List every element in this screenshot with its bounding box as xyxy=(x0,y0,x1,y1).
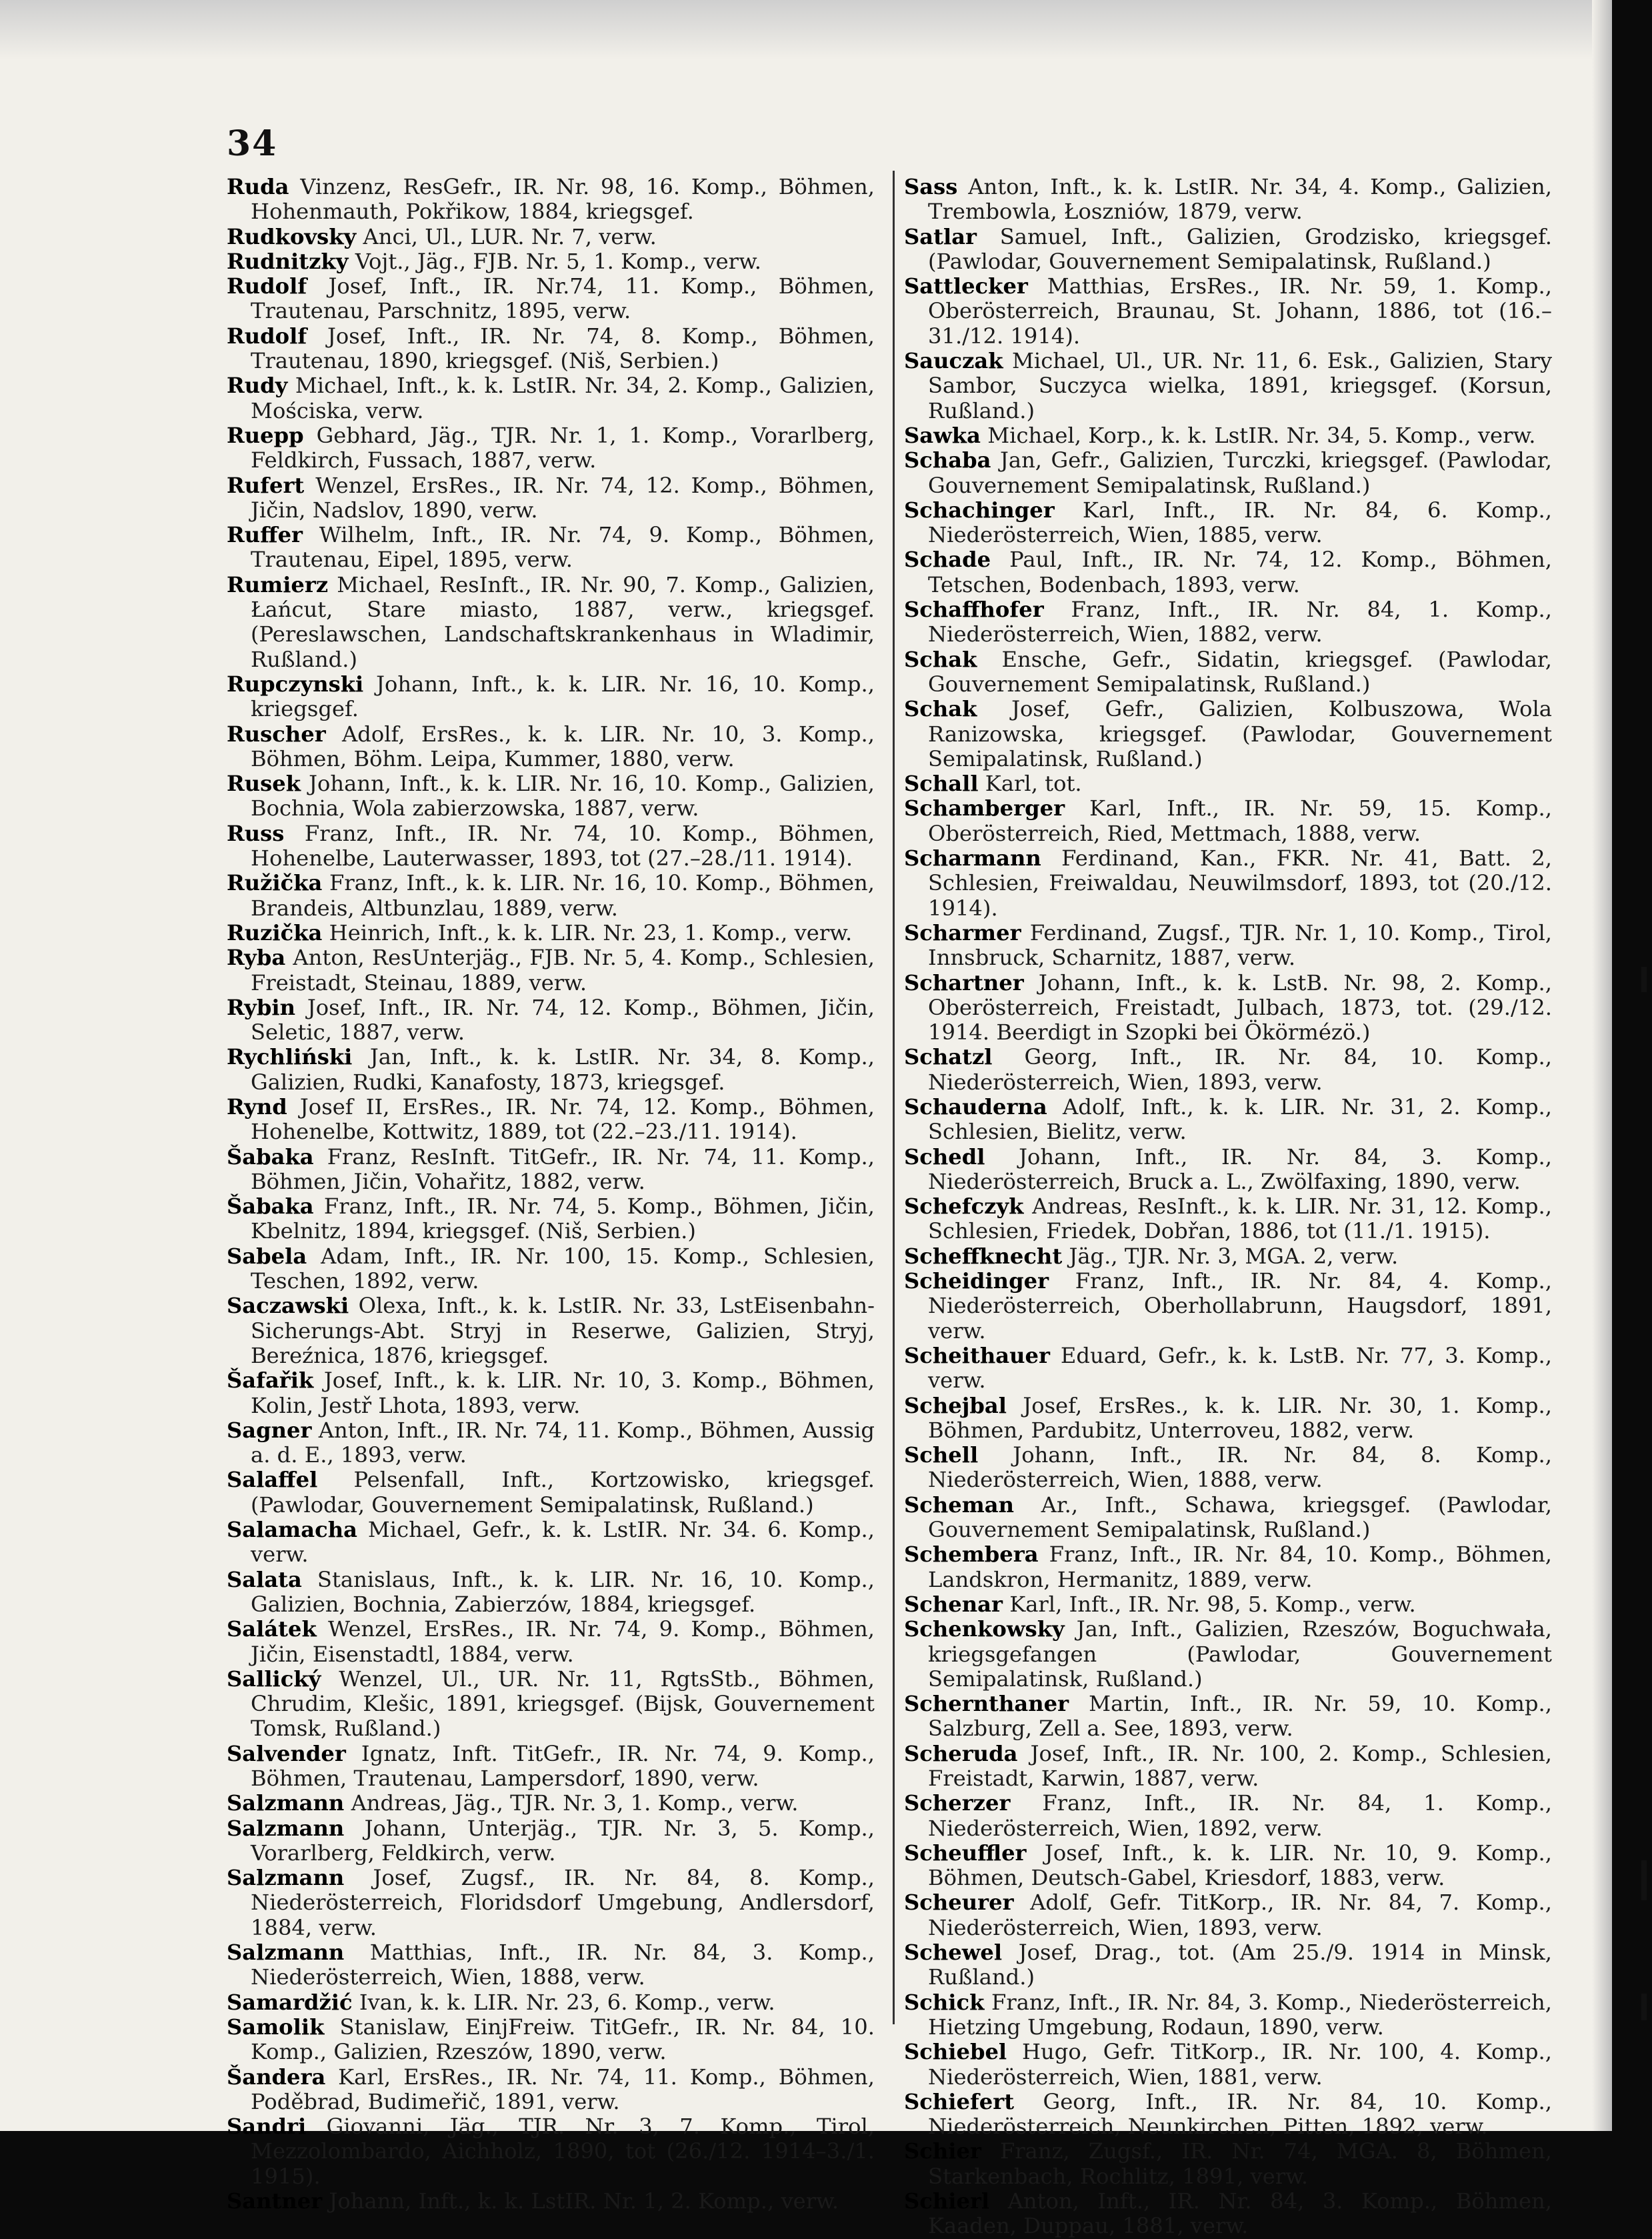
entry-details: Matthias, Inft., IR. Nr. 84, 3. Komp., Niederösterreich, Wien, 1888, verw. xyxy=(251,1940,875,1990)
entry-details: Karl, tot. xyxy=(985,771,1082,797)
entry-details: Franz, Inft., IR. Nr. 74, 5. Komp., Böhmen, Jičin, Kbelnitz, 1894, kriegsgef. (Niš, Serbien.) xyxy=(251,1194,875,1244)
register-entry xyxy=(904,1940,1552,1990)
register-entry xyxy=(227,921,875,945)
register-entry xyxy=(904,1145,1552,1195)
register-entry xyxy=(227,1294,875,1368)
entry-details: Jan, Inft., Galizien, Rzeszów, Boguchwała, kriegsgefangen (Pawlodar, Gouvernement Semipalatinsk, Rußland.) xyxy=(928,1616,1552,1692)
entry-details: Anci, Ul., LUR. Nr. 7, verw. xyxy=(363,223,657,249)
entry-surname: Schier xyxy=(904,2138,981,2164)
register-entry xyxy=(904,2189,1552,2239)
entry-details: Matthias, ErsRes., IR. Nr. 59, 1. Komp., Oberösterreich, Braunau, St. Johann, 1886, tot (16.–31./12. 1914). xyxy=(928,273,1552,349)
entry-details: Jan, Gefr., Galizien, Turczki, kriegsgef. (Pawlodar, Gouvernement Semipalatinsk, Rußland.) xyxy=(928,447,1552,498)
register-entry xyxy=(227,1940,875,1990)
register-entry xyxy=(227,1667,875,1742)
entry-details: Josef II, ErsRes., IR. Nr. 74, 12. Komp., Böhmen, Hohenelbe, Kottwitz, 1889, tot (22.–23./11. 1914). xyxy=(251,1093,875,1145)
entry-surname: Rupczynski xyxy=(227,671,364,697)
entry-surname: Salvender xyxy=(227,1740,346,1766)
entry-details: Josef, Drag., tot. (Am 25./9. 1914 in Minsk, Rußland.) xyxy=(928,1940,1552,1990)
register-entry xyxy=(904,349,1552,423)
entry-surname: Scheruda xyxy=(904,1740,1018,1766)
entry-details: Johann, Unterjäg., TJR. Nr. 3, 5. Komp., Vorarlberg, Feldkirch, verw. xyxy=(251,1815,875,1866)
entry-surname: Sattlecker xyxy=(904,273,1028,299)
entry-details: Michael, Gefr., k. k. LstIR. Nr. 34. 6. Komp., verw. xyxy=(251,1517,875,1568)
register-entry xyxy=(227,2015,875,2065)
entry-surname: Rudkovsky xyxy=(227,223,357,249)
entry-details: Karl, Inft., IR. Nr. 59, 15. Komp., Oberösterreich, Ried, Mettmach, 1888, verw. xyxy=(928,795,1552,846)
entry-details: Wenzel, ErsRes., IR. Nr. 74, 12. Komp., Böhmen, Jičin, Nadslov, 1890, verw. xyxy=(251,472,875,523)
entry-surname: Rumierz xyxy=(227,571,329,597)
page-top-shadow xyxy=(0,0,1612,60)
register-entry xyxy=(904,175,1552,225)
register-entry xyxy=(227,1742,875,1792)
entry-details: Josef, Inft., IR. Nr. 100, 2. Komp., Schlesien, Freistadt, Karwin, 1887, verw. xyxy=(928,1740,1553,1791)
entry-details: Karl, Inft., IR. Nr. 98, 5. Komp., verw. xyxy=(1009,1591,1416,1617)
register-entry xyxy=(904,921,1552,971)
entry-details: Adolf, Gefr. TitKorp., IR. Nr. 84, 7. Komp., Niederösterreich, Wien, 1893, verw. xyxy=(928,1890,1552,1940)
entry-surname: Sauczak xyxy=(904,348,1003,374)
register-entry xyxy=(904,597,1552,647)
entry-details: Pelsenfall, Inft., Kortzowisko, kriegsgef. (Pawlodar, Gouvernement Semipalatinsk, Rußland.) xyxy=(251,1467,875,1518)
entry-details: Gebhard, Jäg., TJR. Nr. 1, 1. Komp., Vorarlberg, Feldkirch, Fussach, 1887, verw. xyxy=(251,422,875,473)
register-entry xyxy=(227,1368,875,1418)
entry-surname: Ruda xyxy=(227,174,289,199)
register-entry xyxy=(227,1617,875,1667)
entry-details: Franz, ResInft. TitGefr., IR. Nr. 74, 11. Komp., Böhmen, Jičin, Vohařitz, 1882, verw. xyxy=(251,1144,875,1194)
entry-surname: Salata xyxy=(227,1566,302,1592)
entry-details: Hugo, Gefr. TitKorp., IR. Nr. 100, 4. Komp., Niederösterreich, Wien, 1881, verw. xyxy=(928,2039,1553,2090)
entry-surname: Schaba xyxy=(904,447,991,473)
entry-details: Josef, Inft., IR. Nr. 74, 8. Komp., Böhmen, Trautenau, 1890, kriegsgef. (Niš, Serbien.) xyxy=(251,323,875,374)
entry-surname: Schenar xyxy=(904,1591,1003,1617)
register-entry xyxy=(227,473,875,523)
register-entry xyxy=(227,771,875,821)
entry-surname: Salzmann xyxy=(227,1865,345,1891)
entry-details: Josef, Inft., IR. Nr.74, 11. Komp., Böhmen, Trautenau, Parschnitz, 1895, verw. xyxy=(251,273,875,324)
entry-details: Giovanni, Jäg., TJR. Nr. 3, 7. Komp., Tirol, Mezzolombardo, Aichholz, 1890, tot (26./12. 1914–3./1. 1915). xyxy=(251,2114,875,2189)
register-entry xyxy=(904,1592,1552,1617)
entry-details: Ar., Inft., Schawa, kriegsgef. (Pawlodar, Gouvernement Semipalatinsk, Rußland.) xyxy=(928,1492,1552,1543)
register-entry xyxy=(904,1742,1552,1792)
register-entry xyxy=(227,1418,875,1468)
entry-surname: Sallický xyxy=(227,1666,321,1692)
register-entry xyxy=(904,1344,1552,1394)
register-entry xyxy=(904,846,1552,921)
entry-surname: Ruffer xyxy=(227,522,303,548)
entry-surname: Schall xyxy=(904,771,979,797)
entry-details: Franz, Inft., IR. Nr. 84, 3. Komp., Niederösterreich, Hietzing Umgebung, Rodaun, 1890, verw. xyxy=(928,1989,1553,2040)
entry-surname: Schatzl xyxy=(904,1044,993,1070)
entry-details: Michael, Ul., UR. Nr. 11, 6. Esk., Galizien, Stary Sambor, Suczyca wielka, 1891, kriegsgef. (Korsun, Rußland.) xyxy=(928,348,1552,423)
register-entry xyxy=(227,373,875,423)
entry-surname: Scheurer xyxy=(904,1890,1014,1916)
register-entry xyxy=(227,225,875,249)
register-entry xyxy=(904,274,1552,349)
register-entry xyxy=(904,1443,1552,1493)
register-entry xyxy=(227,1990,875,2015)
register-entry xyxy=(227,1518,875,1568)
entry-details: Vojt., Jäg., FJB. Nr. 5, 1. Komp., verw. xyxy=(355,248,762,274)
entry-surname: Schejbal xyxy=(904,1392,1007,1418)
entry-details: Franz, Inft., IR. Nr. 84, 4. Komp., Niederösterreich, Oberhollabrunn, Haugsdorf, 1891, verw. xyxy=(928,1268,1552,1344)
entry-details: Adolf, Inft., k. k. LIR. Nr. 31, 2. Komp., Schlesien, Bielitz, verw. xyxy=(928,1093,1553,1145)
register-entry xyxy=(904,1617,1552,1692)
entry-surname: Sass xyxy=(904,174,958,199)
entry-details: Anton, Inft., IR. Nr. 84, 3. Komp., Böhmen, Kaaden, Duppau, 1881, verw. xyxy=(928,2188,1552,2239)
register-entry xyxy=(227,1244,875,1294)
entry-details: Johann, Inft., k. k. LstIR. Nr. 1, 2. Komp., verw. xyxy=(329,2188,839,2214)
entry-details: Franz, Inft., IR. Nr. 84, 1. Komp., Niederösterreich, Wien, 1882, verw. xyxy=(928,597,1552,647)
entry-details: Georg, Inft., IR. Nr. 84, 10. Komp., Niederösterreich, Wien, 1893, verw. xyxy=(928,1044,1552,1095)
entry-surname: Sandri xyxy=(227,2114,307,2140)
entry-details: Wilhelm, Inft., IR. Nr. 74, 9. Komp., Böhmen, Trautenau, Eipel, 1895, verw. xyxy=(251,522,875,573)
entry-details: Adam, Inft., IR. Nr. 100, 15. Komp., Schlesien, Teschen, 1892, verw. xyxy=(251,1243,875,1294)
entry-surname: Ružička xyxy=(227,870,323,896)
entry-details: Jäg., TJR. Nr. 3, MGA. 2, verw. xyxy=(1069,1243,1399,1269)
entry-surname: Schedl xyxy=(904,1144,985,1170)
register-entry xyxy=(227,523,875,573)
register-entry xyxy=(904,1890,1552,1940)
entry-surname: Šandera xyxy=(227,2064,326,2090)
entry-surname: Rufert xyxy=(227,472,305,498)
register-entry xyxy=(904,225,1552,275)
entry-surname: Ruepp xyxy=(227,422,304,448)
register-entry xyxy=(904,1841,1552,1891)
register-entry xyxy=(227,274,875,324)
entry-surname: Scharmann xyxy=(904,845,1041,871)
entry-surname: Scharmer xyxy=(904,919,1021,945)
register-entry xyxy=(227,1095,875,1145)
entry-details: Vinzenz, ResGefr., IR. Nr. 98, 16. Komp., Böhmen, Hohenmauth, Pokřikow, 1884, kriegsgef. xyxy=(251,174,875,225)
register-entry xyxy=(904,547,1552,597)
register-entry xyxy=(227,1568,875,1618)
entry-details: Ignatz, Inft. TitGefr., IR. Nr. 74, 9. Komp., Böhmen, Trautenau, Lampersdorf, 1890, verw. xyxy=(251,1740,875,1791)
entry-details: Franz, Zugsf., IR. Nr. 74, MGA. 8, Böhmen, Starkenbach, Rochlitz, 1891, verw. xyxy=(928,2138,1552,2189)
entry-surname: Šabaka xyxy=(227,1194,314,1220)
register-entry xyxy=(904,697,1552,771)
scan-margin-mark xyxy=(1641,967,1647,992)
entry-details: Karl, Inft., IR. Nr. 84, 6. Komp., Niederösterreich, Wien, 1885, verw. xyxy=(928,497,1552,548)
entry-details: Stanislaw, EinjFreiw. TitGefr., IR. Nr. 84, 10. Komp., Galizien, Rzeszów, 1890, verw. xyxy=(251,2014,875,2065)
entry-details: Anton, Inft., IR. Nr. 74, 11. Komp., Böhmen, Aussig a. d. E., 1893, verw. xyxy=(251,1417,875,1468)
entry-details: Ferdinand, Kan., FKR. Nr. 41, Batt. 2, Schlesien, Freiwaldau, Neuwilmsdorf, 1893, tot (20./12. 1914). xyxy=(928,845,1552,921)
register-entry xyxy=(904,2040,1552,2090)
entry-details: Ensche, Gefr., Sidatin, kriegsgef. (Pawlodar, Gouvernement Semipalatinsk, Rußland.) xyxy=(928,646,1552,697)
entry-details: Franz, Inft., k. k. LIR. Nr. 16, 10. Komp., Böhmen, Brandeis, Altbunzlau, 1889, verw. xyxy=(251,870,875,921)
entry-surname: Schewel xyxy=(904,1940,1003,1966)
entry-surname: Rychliński xyxy=(227,1044,353,1070)
entry-surname: Schick xyxy=(904,1989,985,2015)
entry-surname: Schernthaner xyxy=(904,1691,1069,1717)
entry-details: Andreas, ResInft., k. k. LIR. Nr. 31, 12. Komp., Schlesien, Friedek, Dobřan, 1886, tot (11./1. 1915). xyxy=(928,1194,1552,1244)
register-entry xyxy=(904,1269,1552,1344)
entry-details: Ferdinand, Zugsf., TJR. Nr. 1, 10. Komp., Tirol, Innsbruck, Scharnitz, 1887, verw. xyxy=(928,919,1552,971)
entry-surname: Rudolf xyxy=(227,273,307,299)
register-entry xyxy=(227,1045,875,1095)
entry-details: Josef, Gefr., Galizien, Kolbuszowa, Wola Ranizowska, kriegsgef. (Pawlodar, Gouvernement Semipalatinsk, Rußland.) xyxy=(928,696,1552,771)
entry-surname: Šafařik xyxy=(227,1368,314,1394)
entry-surname: Scheffknecht xyxy=(904,1243,1063,1269)
entry-details: Franz, Inft., IR. Nr. 84, 10. Komp., Böhmen, Landskron, Hermanitz, 1889, verw. xyxy=(928,1542,1553,1592)
entry-details: Ivan, k. k. LIR. Nr. 23, 6. Komp., verw. xyxy=(359,1989,775,2015)
entry-surname: Samardžić xyxy=(227,1989,353,2015)
register-entry xyxy=(227,175,875,225)
entry-surname: Salátek xyxy=(227,1616,317,1642)
entry-surname: Schell xyxy=(904,1442,979,1468)
entry-details: Franz, Inft., IR. Nr. 84, 1. Komp., Niederösterreich, Wien, 1892, verw. xyxy=(928,1790,1552,1841)
register-entry xyxy=(227,1791,875,1816)
entry-surname: Schaffhofer xyxy=(904,597,1044,623)
entry-surname: Saczawski xyxy=(227,1293,349,1319)
register-entry xyxy=(227,2114,875,2189)
page-number: 34 xyxy=(227,123,278,164)
register-entry xyxy=(904,1692,1552,1742)
entry-surname: Schembera xyxy=(904,1542,1039,1568)
register-entry xyxy=(227,2189,875,2214)
left-column xyxy=(227,175,875,2214)
register-entry xyxy=(227,573,875,672)
register-entry xyxy=(227,672,875,722)
entry-details: Josef, Inft., IR. Nr. 74, 12. Komp., Böhmen, Jičin, Seletic, 1887, verw. xyxy=(251,994,875,1045)
register-entry xyxy=(904,1095,1552,1145)
register-entry xyxy=(227,945,875,995)
entry-details: Anton, ResUnterjäg., FJB. Nr. 5, 4. Komp., Schlesien, Freistadt, Steinau, 1889, verw. xyxy=(251,945,875,995)
entry-surname: Schartner xyxy=(904,969,1024,995)
register-entry xyxy=(904,796,1552,846)
entry-surname: Schauderna xyxy=(904,1093,1047,1120)
entry-surname: Scheidinger xyxy=(904,1268,1049,1294)
column-divider xyxy=(893,171,895,2024)
entry-surname: Satlar xyxy=(904,223,977,249)
register-entry xyxy=(904,1542,1552,1592)
entry-details: Olexa, Inft., k. k. LstIR. Nr. 33, LstEisenbahn-Sicherungs-Abt. Stryj in Reserwe, Galizien, Stryj, Bereźnica, 1876, kriegsgef. xyxy=(251,1293,875,1368)
register-entry xyxy=(904,2090,1552,2140)
entry-details: Josef, Zugsf., IR. Nr. 84, 8. Komp., Niederösterreich, Floridsdorf Umgebung, Andlersdorf, 1884, verw. xyxy=(251,1865,875,1940)
entry-details: Jan, Inft., k. k. LstIR. Nr. 34, 8. Komp., Galizien, Rudki, Kanafosty, 1873, kriegsgef. xyxy=(251,1044,875,1095)
entry-details: Wenzel, Ul., UR. Nr. 11, RgtsStb., Böhmen, Chrudim, Klešic, 1891, kriegsgef. (Bijsk, Gouvernement Tomsk, Rußland.) xyxy=(251,1666,875,1742)
register-entry xyxy=(904,498,1552,548)
entry-surname: Sabela xyxy=(227,1243,307,1269)
entry-surname: Salzmann xyxy=(227,1815,345,1841)
entry-details: Anton, Inft., k. k. LstIR. Nr. 34, 4. Komp., Galizien, Trembowla, Łoszniów, 1879, verw. xyxy=(928,174,1552,225)
register-entry xyxy=(904,1244,1552,1269)
entry-details: Martin, Inft., IR. Nr. 59, 10. Komp., Salzburg, Zell a. See, 1893, verw. xyxy=(928,1691,1552,1742)
entry-surname: Samolik xyxy=(227,2014,325,2040)
register-entry xyxy=(227,1816,875,1866)
register-entry xyxy=(904,1791,1552,1841)
entry-details: Johann, Inft., k. k. LstB. Nr. 98, 2. Komp., Oberösterreich, Freistadt, Julbach, 1873, tot. (29./12. 1914. Beerdigt in Szopki bei Ökörmézö.) xyxy=(928,969,1552,1045)
entry-surname: Ryba xyxy=(227,945,286,971)
entry-details: Andreas, Jäg., TJR. Nr. 3, 1. Komp., verw. xyxy=(351,1790,799,1816)
register-entry xyxy=(227,249,875,274)
entry-surname: Ruscher xyxy=(227,721,326,747)
entry-surname: Salamacha xyxy=(227,1517,357,1543)
entry-details: Josef, Inft., k. k. LIR. Nr. 10, 9. Komp., Böhmen, Deutsch-Gabel, Kriesdorf, 1883, verw. xyxy=(928,1840,1552,1891)
register-entry xyxy=(227,722,875,772)
entry-details: Michael, Korp., k. k. LstIR. Nr. 34, 5. Komp., verw. xyxy=(987,422,1536,448)
entry-surname: Sawka xyxy=(904,422,981,448)
entry-details: Georg, Inft., IR. Nr. 84, 10. Komp., Niederösterreich, Neunkirchen, Pitten, 1892, verw. xyxy=(928,2088,1552,2140)
register-entry xyxy=(904,448,1552,498)
register-entry xyxy=(227,324,875,374)
page-right-shadow xyxy=(1592,0,1612,2131)
entry-surname: Rudolf xyxy=(227,323,307,349)
register-entry xyxy=(904,771,1552,796)
register-entry xyxy=(227,1194,875,1244)
entry-surname: Rybin xyxy=(227,994,296,1020)
entry-surname: Russ xyxy=(227,820,285,846)
register-entry xyxy=(904,647,1552,697)
register-entry xyxy=(227,2065,875,2115)
register-entry xyxy=(904,1045,1552,1095)
entry-details: Heinrich, Inft., k. k. LIR. Nr. 23, 1. Komp., verw. xyxy=(329,919,853,945)
entry-details: Michael, Inft., k. k. LstIR. Nr. 34, 2. Komp., Galizien, Mościska, verw. xyxy=(251,373,875,423)
entry-surname: Salzmann xyxy=(227,1940,345,1966)
entry-surname: Scheithauer xyxy=(904,1342,1050,1368)
entry-surname: Schefczyk xyxy=(904,1194,1024,1220)
entry-surname: Schade xyxy=(904,547,991,573)
entry-surname: Schak xyxy=(904,696,977,722)
entry-surname: Scheman xyxy=(904,1492,1015,1518)
entry-surname: Scheuffler xyxy=(904,1840,1027,1866)
register-entry xyxy=(904,971,1552,1045)
register-entry xyxy=(904,1194,1552,1244)
entry-details: Franz, Inft., IR. Nr. 74, 10. Komp., Böhmen, Hohenelbe, Lauterwasser, 1893, tot (27.–28./11. 1914). xyxy=(251,820,875,871)
entry-surname: Schachinger xyxy=(904,497,1055,523)
register-entry xyxy=(227,423,875,473)
entry-details: Adolf, ErsRes., k. k. LIR. Nr. 10, 3. Komp., Böhmen, Böhm. Leipa, Kummer, 1880, verw. xyxy=(251,721,875,771)
scan-margin-mark xyxy=(1641,1860,1647,1900)
entry-details: Johann, Inft., IR. Nr. 84, 3. Komp., Niederösterreich, Bruck a. L., Zwölfaxing, 1890, verw. xyxy=(928,1144,1553,1194)
entry-surname: Schierl xyxy=(904,2188,990,2214)
entry-details: Eduard, Gefr., k. k. LstB. Nr. 77, 3. Komp., verw. xyxy=(928,1342,1552,1394)
entry-surname: Schak xyxy=(904,646,977,672)
register-entry xyxy=(904,1493,1552,1543)
entry-details: Johann, Inft., IR. Nr. 84, 8. Komp., Niederösterreich, Wien, 1888, verw. xyxy=(928,1442,1553,1493)
register-entry xyxy=(904,423,1552,448)
entry-surname: Schenkowsky xyxy=(904,1616,1065,1642)
entry-surname: Salaffel xyxy=(227,1467,318,1493)
scan-margin-mark xyxy=(1641,1994,1647,2020)
entry-surname: Rudy xyxy=(227,373,288,399)
register-entry xyxy=(227,871,875,921)
entry-surname: Rudnitzky xyxy=(227,248,349,274)
entry-surname: Santner xyxy=(227,2188,323,2214)
entry-details: Johann, Inft., k. k. LIR. Nr. 16, 10. Komp., Galizien, Bochnia, Wola zabierzowska, 1887, verw. xyxy=(251,771,875,821)
right-column xyxy=(904,175,1552,2239)
register-entry xyxy=(904,1394,1552,1444)
entry-surname: Rusek xyxy=(227,771,301,797)
entry-surname: Salzmann xyxy=(227,1790,345,1816)
register-entry xyxy=(904,1990,1552,2040)
entry-surname: Schiebel xyxy=(904,2039,1007,2065)
register-entry xyxy=(227,1468,875,1518)
entry-surname: Šabaka xyxy=(227,1144,314,1170)
entry-details: Johann, Inft., k. k. LIR. Nr. 16, 10. Komp., kriegsgef. xyxy=(251,671,875,722)
entry-surname: Sagner xyxy=(227,1417,312,1443)
register-entry xyxy=(227,995,875,1045)
entry-details: Karl, ErsRes., IR. Nr. 74, 11. Komp., Böhmen, Poděbrad, Budimeřič, 1891, verw. xyxy=(251,2064,875,2114)
entry-details: Michael, ResInft., IR. Nr. 90, 7. Komp., Galizien, Łańcut, Stare miasto, 1887, verw., kriegsgef. (Pereslawschen, Landschaftskrankenhaus in Wladimir, Rußland.) xyxy=(251,571,875,672)
register-entry xyxy=(904,2139,1552,2189)
entry-surname: Ruzička xyxy=(227,919,323,945)
entry-surname: Rynd xyxy=(227,1093,287,1120)
entry-details: Josef, ErsRes., k. k. LIR. Nr. 30, 1. Komp., Böhmen, Pardubitz, Unterroveu, 1882, verw. xyxy=(928,1392,1552,1443)
entry-surname: Schamberger xyxy=(904,795,1065,821)
register-entry xyxy=(227,1866,875,1940)
entry-surname: Scherzer xyxy=(904,1790,1011,1816)
entry-surname: Schiefert xyxy=(904,2088,1015,2114)
entry-details: Paul, Inft., IR. Nr. 74, 12. Komp., Böhmen, Tetschen, Bodenbach, 1893, verw. xyxy=(928,547,1552,597)
entry-details: Wenzel, ErsRes., IR. Nr. 74, 9. Komp., Böhmen, Jičin, Eisenstadtl, 1884, verw. xyxy=(251,1616,875,1667)
entry-details: Josef, Inft., k. k. LIR. Nr. 10, 3. Komp., Böhmen, Kolin, Jestř Lhota, 1893, verw. xyxy=(251,1368,875,1418)
register-entry xyxy=(227,1145,875,1195)
entry-details: Stanislaus, Inft., k. k. LIR. Nr. 16, 10. Komp., Galizien, Bochnia, Zabierzów, 1884, kriegsgef. xyxy=(251,1566,875,1617)
entry-details: Samuel, Inft., Galizien, Grodzisko, kriegsgef. (Pawlodar, Gouvernement Semipalatinsk, Rußland.) xyxy=(928,223,1552,274)
register-entry xyxy=(227,821,875,871)
